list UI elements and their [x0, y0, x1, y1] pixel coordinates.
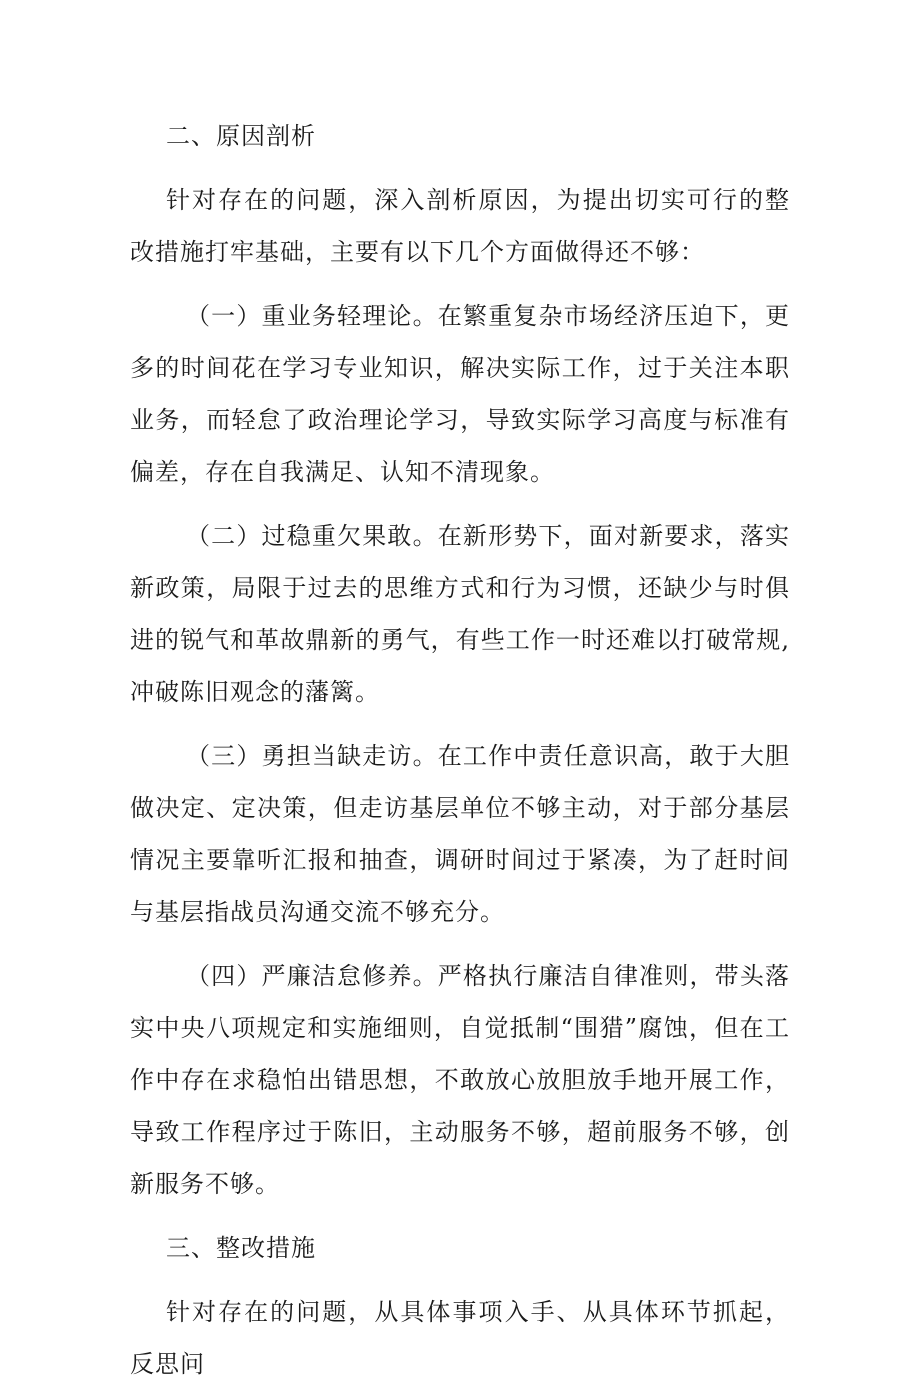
section-heading-rectification: 三、整改措施: [166, 1234, 316, 1262]
section-intro-paragraph: 针对存在的问题，深入剖析原因，为提出切实可行的整改措施打牢基础，主要有以下几个方面做得还不够：: [130, 186, 790, 266]
cause-point-4: （四）严廉洁怠修养。严格执行廉洁自律准则，带头落实中央八项规定和实施细则，自觉抵制“围猎”腐蚀，但在工作中存在求稳怕出错思想，不敢放心放胆放手地开展工作，导致工作程序过于陈旧，主动服务不够，超前服务不够，创新服务不够。: [130, 962, 790, 1198]
cause-point-1: （一）重业务轻理论。在繁重复杂市场经济压迫下，更多的时间花在学习专业知识，解决实际工作，过于关注本职业务，而轻怠了政治理论学习，导致实际学习高度与标准有偏差，存在自我满足、认知不清现象。: [130, 302, 790, 486]
cause-point-2: （二）过稳重欠果敢。在新形势下，面对新要求，落实新政策，局限于过去的思维方式和行为习惯，还缺少与时俱进的锐气和革故鼎新的勇气，有些工作一时还难以打破常规,冲破陈旧观念的藩篱。: [130, 522, 790, 706]
cause-point-3: （三）勇担当缺走访。在工作中责任意识高，敢于大胆做决定、定决策，但走访基层单位不够主动，对于部分基层情况主要靠听汇报和抽查，调研时间过于紧凑，为了赶时间与基层指战员沟通交流不够充分。: [130, 742, 790, 926]
section-intro-paragraph-rectification: 针对存在的问题，从具体事项入手、从具体环节抓起，反思问: [130, 1298, 790, 1378]
section-heading-cause-analysis: 二、原因剖析: [166, 122, 316, 150]
document-body: [130, 110, 790, 1390]
